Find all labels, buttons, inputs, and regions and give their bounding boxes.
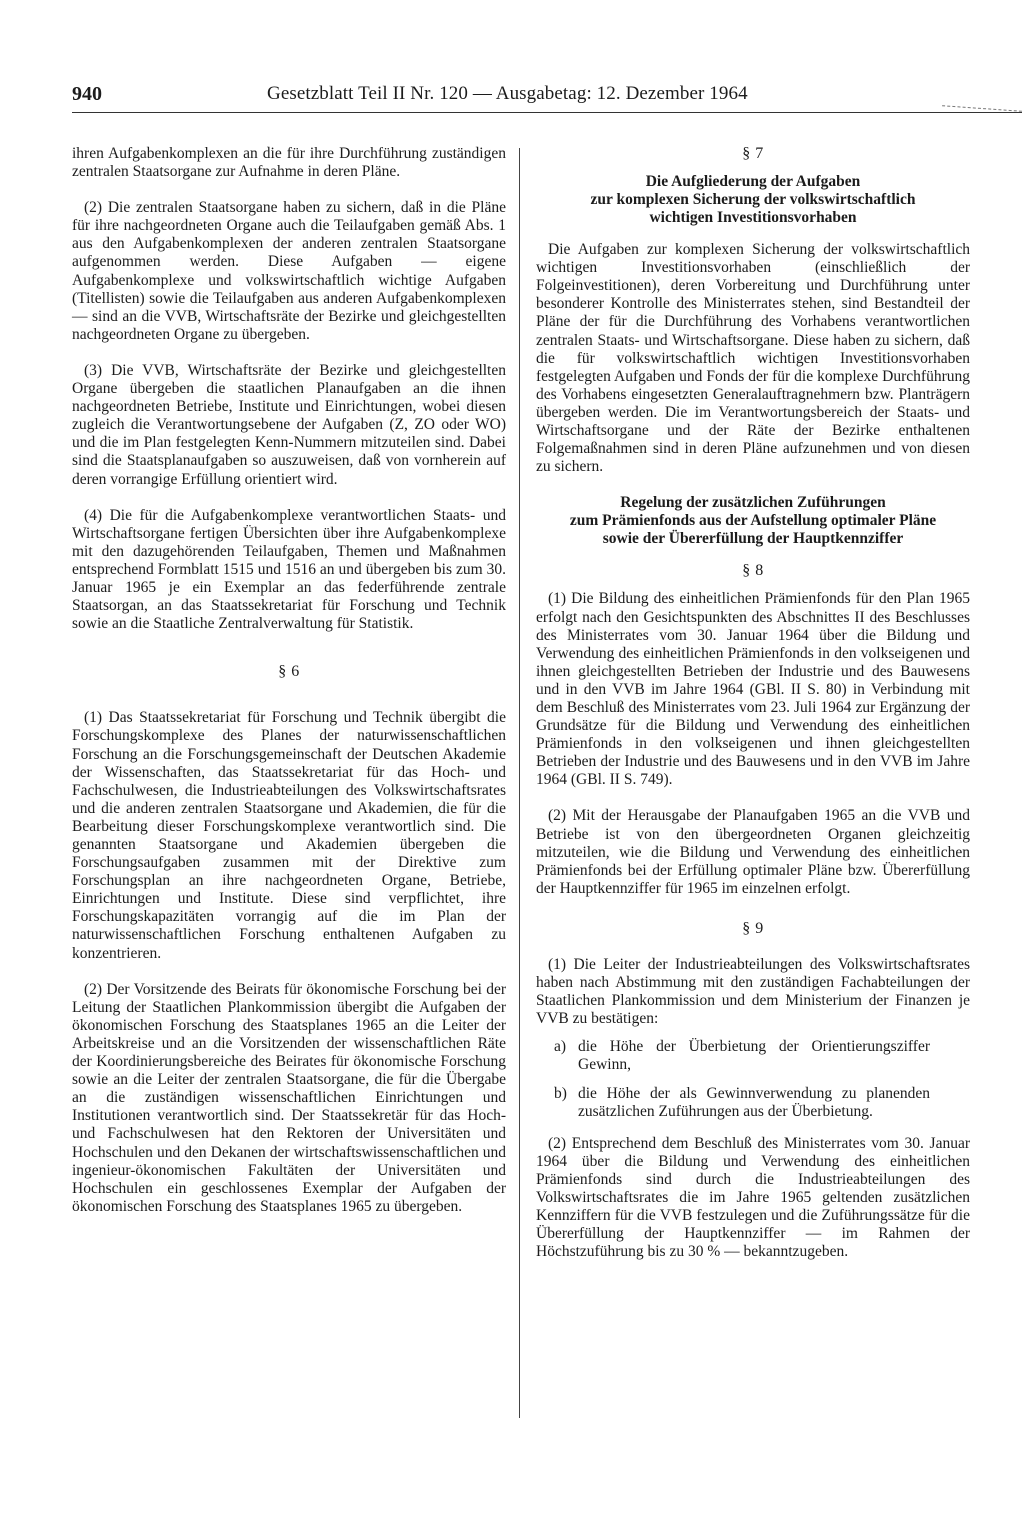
- section-7-title-line: wichtigen Investitionsvorhaben: [649, 209, 857, 227]
- left-column: [72, 145, 506, 1234]
- regulation-title-line: Regelung der zusätzlichen Zuführungen: [620, 494, 886, 512]
- section-6-paragraph-1: (1) Das Staatssekretariat für Forschung und Technik übergibt die Forschungskomplexe des Planes der naturwissenschaftlichen Forschung an die Forschungsgemeinschaft der Deutschen Akademie der Wissenschaften, das Staatssekretariat für das Hoch- und Fachschulwesen, die Industrieabteilungen des Volkswirtschaftsrates und die anderen zentralen Staatsorgane und Akademien, die für die Bearbeitung dieser Forschungskomplexe verantwortlich sind. Die genannten Staatsorgane und Akademien übergeben die Forschungsaufgaben zusammen mit der Direktive zum Forschungsplan an ihre nachgeordneten Organe, Betriebe, Einrichtungen und Institute. Diese sind verpflichtet, ihre Forschungskapazitäten vorrangig auf die im Plan der naturwissenschaftlichen Forschung enthaltenen Aufgaben zu konzentrieren.: [72, 709, 506, 962]
- section-8-paragraph-2: (2) Mit der Herausgabe der Planaufgaben 1965 an die VVB und Betriebe ist von den übergeordneten Organen gleichzeitig mitzuteilen, wie die Bildung und Verwendung des einheitlichen Prämienfonds bei der Erfüllung optimaler Pläne bzw. Übererfüllung der Hauptkennziffer für 1965 im einzelnen erfolgt.: [536, 807, 970, 897]
- section-6-paragraph-2: (2) Der Vorsitzende des Beirats für ökonomische Forschung bei der Leitung der Staatlichen Plankommission übergibt die Aufgaben der ökonomischen Forschung des Staatsplanes 1965 an die Leiter der Arbeitskreise und an die Vorsitzenden der wissenschaftlichen Räte der Koordinierungsbereiche des Beirates für ökonomische Forschung sowie an die Leiter der zentralen Staatsorgane, die für die Übergabe an die zuständigen wissenschaftlichen Einrichtungen und Institutionen verantwortlich sind. Der Staatssekretär für das Hoch- und Fachschulwesen hat den Rektoren der Universitäten und Hochschulen und den Dekanen der wirtschaftswissenschaftlichen und ingenieur-ökonomischen Fakultäten der Universitäten und Hochschulen ein geschlossenes Exemplar der Aufgaben der ökonomischen Forschung des Staatsplanes 1965 zu übergeben.: [72, 980, 506, 1215]
- regulation-title-line: sowie der Übererfüllung der Hauptkennziffer: [602, 530, 904, 548]
- header-rule: [72, 112, 1022, 113]
- list-item: [536, 1085, 970, 1121]
- section-9-list: [536, 1038, 970, 1120]
- paragraph-3: (3) Die VVB, Wirtschaftsräte der Bezirke und gleichgestellten Organe übergeben die staatlichen Planaufgaben an die ihnen nachgeordneten Betriebe, Institute und Einrichtungen, wobei diesen zugleich die Verantwortungsebene der Aufgaben (Z, ZO oder WO) und die im Plan festgelegten Kenn-Nummern mitzuteilen sind. Dabei sind die Staatsplanaufgaben so auszuweisen, daß von vornherein auf deren vorrangige Erfüllung orientiert wird.: [72, 361, 506, 488]
- section-7-title: [536, 173, 970, 227]
- section-9-paragraph-1: (1) Die Leiter der Industrieabteilungen des Volkswirtschaftsrates haben nach Abstimmung mit den zuständigen Fachabteilungen der Staatlichen Plankommission und dem Ministerium der Finanzen je VVB zu bestätigen:: [536, 956, 970, 1028]
- section-6-heading: § 6: [278, 663, 300, 681]
- section-7-heading: § 7: [742, 145, 764, 162]
- column-divider: [519, 148, 520, 1418]
- paragraph-4: (4) Die für die Aufgabenkomplexe verantwortlichen Staats- und Wirtschaftsorgane fertigen Übersichten über ihre Aufgabenkomplexe mit den dazugehörenden Teilaufgaben, Themen und Maßnahmen entsprechend Formblatt 1515 und 1516 an und übergeben bis zum 30. Januar 1965 je ein Exemplar an das federführende zentrale Staatsorgan, an das Staatssekretariat für Forschung und Technik sowie an die Staatliche Zentralverwaltung für Statistik.: [72, 506, 506, 633]
- page-header: [72, 78, 1022, 112]
- regulation-title: [536, 494, 970, 548]
- right-column: [536, 145, 970, 1279]
- section-7-paragraph: Die Aufgaben zur komplexen Sicherung der volkswirtschaftlich wichtigen Investitionsvorhaben (einschließlich der Folgeinvestitionen), deren Vorbereitung und Durchführung unter besonderer Kontrolle des Ministerrates stehen, sind Bestandteil der Pläne der für die Durchführung des Vorhabens verantwortlichen zentralen Staats- und Wirtschaftsorgane. Diese haben zu sichern, daß die für volkswirtschaftlich wichtigen Investitionsvorhaben festgelegten Aufgaben und Fonds der für die komplexe Durchführung des Vorhabens eingesetzten Generalauftragnehmern bzw. Planträgern übergeben werden. Die im Verantwortungsbereich der Staats- und Wirtschaftsorgane und der Räte der Bezirke enthaltenen Folgemaßnahmen sind in deren Pläne aufzunehmen und von diesen zu sichern.: [536, 241, 970, 476]
- section-7-title-line: zur komplexen Sicherung der volkswirtschaftlich: [590, 191, 916, 209]
- paragraph-2: (2) Die zentralen Staatsorgane haben zu sichern, daß in die Pläne für ihre nachgeordneten Organe auch die Teilaufgaben gemäß Abs. 1 aus den Aufgabenkomplexen der anderen zentralen Staatsorgane aufgenommen werden. Diese Aufgaben — eigene Aufgabenkomplexe und volkswirtschaftlich wichtige Aufgaben (Titellisten) sowie die Teilaufgaben aus anderen Aufgabenkomplexen — sind an die VVB, Wirtschaftsräte der Bezirke und gleichgestellten nachgeordneten Organe zu übergeben.: [72, 199, 506, 343]
- running-title: Gesetzblatt Teil II Nr. 120 — Ausgabetag: 12. Dezember 1964: [267, 83, 748, 104]
- header-rule-tail: [942, 105, 1022, 112]
- page-number: 940: [72, 83, 102, 105]
- list-item: [536, 1038, 970, 1074]
- list-item-label: a): [554, 1038, 567, 1056]
- list-item-text: die Höhe der als Gewinnverwendung zu planenden zusätzlichen Zuführungen aus der Überbietung.: [578, 1084, 930, 1120]
- section-8-heading: § 8: [742, 562, 764, 580]
- section-8-paragraph-1: (1) Die Bildung des einheitlichen Prämienfonds für den Plan 1965 erfolgt nach den Gesichtspunkten des Abschnittes II des Beschlusses des Ministerrates vom 30. Januar 1964 über die Bildung und Verwendung des einheitlichen Prämienfonds in den volkseigenen und ihnen gleichgestellten Betrieben der Industrie und des Bauwesens und in den VVB im Jahre 1964 (GBl. II S. 80) in Verbindung mit dem Beschluß des Ministerrates vom 23. Juli 1964 zur Ergänzung der Grundsätze für die Bildung und Verwendung des einheitlichen Prämienfonds in den volkseigenen und ihnen gleichgestellten Betrieben der Industrie und des Bauwesens und in den VVB im Jahre 1964 (GBl. II S. 749).: [536, 590, 970, 789]
- list-item-text: die Höhe der Überbietung der Orientierungsziffer Gewinn,: [578, 1038, 930, 1074]
- section-9-heading: § 9: [742, 919, 764, 937]
- section-9-paragraph-2: (2) Entsprechend dem Beschluß des Ministerrates vom 30. Januar 1964 über die Bildung und Verwendung des einheitlichen Prämienfonds sind durch die Industrieabteilungen des Volkswirtschaftsrates die im Jahre 1965 geltenden zusätzlichen Kennziffern für die VVB festzulegen und die Zuführungssätze für die Übererfüllung der Hauptkennziffer — im Rahmen der Höchstzuführung bis zu 30 % — bekanntzugeben.: [536, 1134, 970, 1261]
- section-7-title-line: Die Aufgliederung der Aufgaben: [645, 173, 861, 191]
- list-item-label: b): [554, 1084, 567, 1102]
- regulation-title-line: zum Prämienfonds aus der Aufstellung optimaler Pläne: [569, 512, 937, 530]
- paragraph-continuation: ihren Aufgabenkomplexen an die für ihre Durchführung zuständigen zentralen Staatsorgane zur Aufnahme in deren Pläne.: [72, 145, 506, 181]
